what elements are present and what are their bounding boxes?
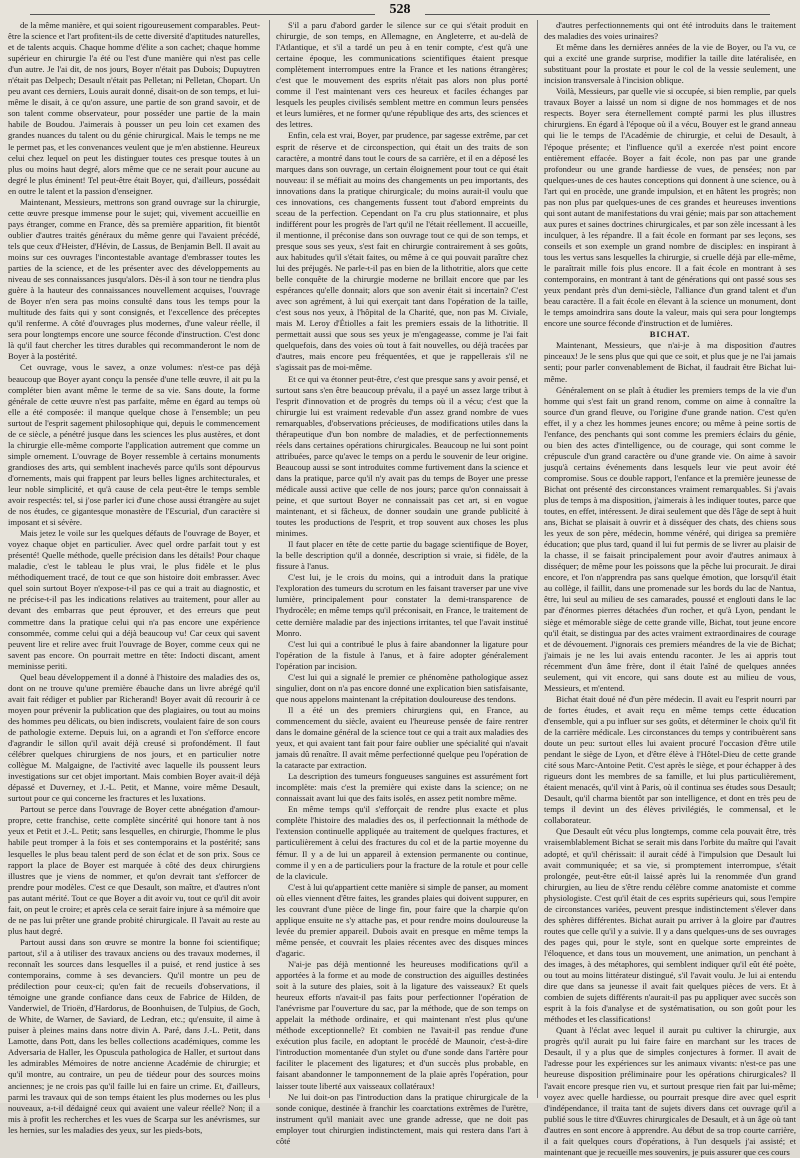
paragraph: Et même dans les dernières années de la vie de Boyer, ou l'a vu, ce qui a excité une grande surprise, modifier la taille dite latéralisée, en substituant pour la prostate et pour le col de la vessie seulement, une incision transversale à l'incision oblique. (544, 42, 796, 86)
column-divider (537, 20, 538, 1098)
paragraph: Cet ouvrage, vous le savez, a onze volumes: n'est-ce pas déjà beaucoup que Boyer ayant conçu la pensée d'une telle œuvre, il ait pu la compléter bien avant même le terme de sa vie. Sans doute, la forme générale de cette œuvre n'est pas parfaite, même en égard au temps où elle a été composée: il manque quelque chose à l'ensemble; un peu surtout de l'esprit sagement philosophique qui, depuis le commencement de ce siècle, a pénétré jusque dans les sciences les plus austères, et dont la chirurgie elle-même comporte l'application autrement que comme un simple ornement. L'ouvrage de Boyer ressemble à certains monuments grandioses des arts, qui semblent inachevés parce qu'ils sont dépourvus d'ornements, mais qui frappent par leurs belles lignes architecturales, et leur noble simplicité, et qu'à cause de cela peut-être le temps semble avoir respectés: tel, si j'ose parler ici d'une chose aussi étrangère au sujet de nos études, ce gigantesque monastère de l'Escurial, d'un caractère si imposant et si sévère. (8, 362, 260, 528)
paragraph: Et ce qui va étonner peut-être, c'est que presque sans y avoir pensé, et surtout sans s'en être beaucoup prévalu, il a payé un assez large tribut à l'esprit d'innovation et de progrès du temps où il a vécu; c'est que la chirurgie lui est vraiment redevable d'un assez grand nombre de vues remarquables, d'observations précieuses, de modifications utiles dans la thérapeutique d'un bon nombre de maladies, et de perfectionnements réels dans certaines opérations chirurgicales. Beaucoup ne lui sont point attribuées, parce qu'avec le temps on a perdu le souvenir de leur origine. Beaucoup aussi se sont introduites comme furtivement dans la science et dans la pratique, parce qu'il n'y avait pas du temps de Boyer une presse médicale aussi active que celle de nos jours; parce qu'on connaissait à peine, et que surtout Boyer ne connaissait pas cet art, si en vogue maintenant, et si fâcheux, de donner soudain une grande publicité à toutes les productions de l'esprit, et trop souvent aux choses les plus minimes. (276, 373, 528, 539)
section-heading-bichat: BICHAT. (649, 329, 691, 340)
paragraph: Maintenant, Messieurs, que n'ai-je à ma disposition d'autres pinceaux! Je le sens plus que qui que ce soit, et plus que je ne l'ai jamais senti; pour parler convenablement de Bichat, il faudrait être Bichat lui-même. (544, 340, 796, 384)
paragraph: La description des tumeurs fongueuses sanguines est assurément fort incomplète: mais c'est la première qui existe dans la science; on ne connaissait avant lui que des faits isolés, en assez petit nombre même. (276, 771, 528, 804)
paragraph: Bichat était doué né d'un père médecin. Il avait eu l'esprit nourri par de fortes études, et avait reçu en même temps cette éducation d'ensemble, qui a pu influer sur ses goûts, et déterminer le choix qu'il fit de la carrière médicale. Les circonstances du temps y contribuèrent sans doute un peu: surtout elles lui avaient procuré l'occasion d'être utile pendant le siège de Lyon, et d'être élève à l'Hôtel-Dieu de cette grande cité sous Marc-Antoine Petit. C'est après le siège, et pour échapper à des rigueurs dont les membres de sa famille, et lui plus particulièrement, étaient menacés, qu'il vint à Paris, où il continua ses études sous Desault; Desault, qu'il charma bientôt par son intelligence, et dont en très peu de temps il devint un des élèves privilégiés, le commensal, et le collaborateur. (544, 693, 796, 826)
paragraph: Généralement on se plaît à étudier les premiers temps de la vie d'un homme qui s'est fait un grand renom, comme on aime à connaître la source d'un grand fleuve, ou l'origine d'une grande nation. C'est qu'en effet, il y a chez les hommes jeunes encore; ou même à peine sortis de l'enfance, des penchants qui sont comme les premiers éclairs du génie, ou bien des actes d'intelligence, ou de courage, qui sont comme le crépuscule d'un grand caractère ou d'une grande vie. On aime à savoir jusqu'à certains événements dans lesquels leur vie peut avoir été compromise. Sous ce double rapport, l'enfance et la première jeunesse de Bichat ont présenté des circonstances vraiment remarquables. Si j'avais plus de temps à ma disposition, j'aimerais à les indiquer toutes, parce que toutes, en effet, intéressent. Je dirai seulement que dès l'âge de sept à huit ans, Bichat se plaisait à ouvrir et à disséquer des chats, des chiens sous les yeux de son père, médecin, homme vénéré, qui dirigea sa première éducation; que plus tard, quand il lui fut permis de se livrer au plaisir de la chasse, il se faisait principalement pour avoir d'autres animaux à disséquer; de même pour les poissons que la pêche lui procurait. Je dirai encore, et l'on n'apprendra pas sans quelque émotion, que lorsqu'il était au collège, il faillit, dans une promenade sur les bords du lac de Nantua, être, lui seul au milieu de ses camarades, poussé et englouti dans le lac par d'énormes pierres détachées d'un rocher, et qu'à Lyon, pendant le siège et mémorable siège de cette grande ville, Bichat, tout jeune encore qu'il était, se distingua par des actes vraiment extraordinaires de courage et de dévouement. J'ignorais ces premiers méandres de la vie de Bichat; j'aimais je ne les lui avais entendu raconter. Je les ai appris tout récemment d'un âme frère, dont il était l'aîné de quelques années seulement, qui vit encore, qui sans doute est au milieu de vous, Messieurs, et m'entend. (544, 384, 796, 693)
paragraph: Partout aussi dans son œuvre se montre la bonne foi scientifique; partout, s'il a à utiliser des travaux anciens ou des travaux modernes, il reconnaît les sources dans lesquelles il a puisé, et rend justice à ses contemporains, comme à ses devanciers. Qu'il montre un peu de prédilection pour ceux-ci; qu'en fait de recueils d'observations, il témoigne une grande confiance dans ceux de Fabrice de Hilden, de Vanderwiel, de Trioën, d'Hardorus, de Boonhuisen, de Tulpius, de Goch, de White, de Warner, de Saviard, de Ledran, etc.; qu'ensuite, il aime à puiser à pleines mains dans notre divin A. Paré, dans J.-L. Petit, dans Lamotte, dans Pott, dans les belles collections académiques, comme les Adversaria de Haller, les Opuscula pathologica de Haller, et surtout dans les admirables Mémoires de notre ancienne Académie de chirurgie; et qu'il montre, au contraire, un peu de tiédeur pour des sources moins anciennes; je ne crois pas qu'il faille lui en faire un crime. Et, d'ailleurs, parmi les travaux qui de son temps étaient les plus modernes ou les plus nouveaux, a-t-il dédaigné ceux qui avaient une valeur réelle? Non; il a mis à profit les recherches et les vues de Scarpa sur les anévrismes, sur les hernies, sur les maladies des yeux, sur les pieds-bots, (8, 936, 260, 1135)
paragraph: Enfin, cela est vrai, Boyer, par prudence, par sagesse extrême, par cet esprit de réserve et de circonspection, qui était un des traits de son caractère, a montré dans tout le cours de sa carrière, et il en a déposé les marques dans son ouvrage, un certain éloignement pour tout ce qui était nouveau: il se méfiait au moins des changements un peu importants, des innovations dans la pratique chirurgicale; du moins aurait-il voulu que ces innovations, ces changements fussent tout d'abord empreints du sceau de la perfection. Cependant on l'a cru plus stationnaire, et plus indifférent pour les progrès de l'art qu'il ne l'était réellement. Il accueille, il mentionne, il préconise dans son ouvrage tout ce qui de son temps, et presque sous ses yeux, s'est fait en chirurgie contrairement à ses goûts, aux habitudes qu'il s'était faites, ou même à ce qui pouvait paraître chez lui des préjugés. Ne parle-t-il pas en bien de la lithotritie, alors que cette belle conquête de la chirurgie moderne ne brillait encore que par les espérances qu'elle donnait; alors que son avenir était si incertain? C'est avec son agrément, à lui qui exerçait tant dans l'opération de la taille, c'est sous nos yeux, à l'hôpital de la Charité, que, non pas M. Civiale, mais M. Leroy d'Étiolles a fait les premiers essais de la lithotritie. Il permettait aussi que sous ses yeux je m'engageasse, comme je l'ai fait quelquefois, dans des voies où tout à fait nouvelles, ou déjà tracées par d'autres, mais encore peu fréquentées, et que je rappellerais s'il ne s'agissait pas de moi-même. (276, 130, 528, 373)
paragraph: C'est lui, je le crois du moins, qui a introduit dans la pratique l'exploration des tumeurs du scrotum en les faisant traverser par une vive lumière, principalement pour constater la demi-transparence de l'hydrocèle; en même temps qu'il préconisait, en France, le traitement de cette dernière maladie par des injections irritantes, tel que l'avait institué Monro. (276, 572, 528, 638)
paragraph: C'est lui qui a contribué le plus à faire abandonner la ligature pour l'opération de la fistule à l'anus, et à faire adopter généralement l'opération par incision. (276, 638, 528, 671)
paragraph: Quant à l'éclat avec lequel il aurait pu cultiver la chirurgie, aux progrès qu'il aurait pu lui faire faire en marchant sur les traces de Desault, il y a plus que de simples conjectures à former. Il avait de l'adresse pour les expériences sur les animaux vivants: n'est-ce pas une heureuse disposition préliminaire pour les opérations chirurgicales? Il l'avait encore presque rien vu, et surtout presque rien fait par lui-même; voyez avec quelle hardiesse, ou pourrait presque dire avec quel esprit d'indépendance, il traita tant de sujets divers dans cet ouvrage qu'il a publié sous le titre d'Œuvres chirurgicales de Desault, et à un âge où tant d'autres en sont encore à apprendre. Au début de sa trop courte carrière, il a fait quelques cours d'opérations, à l'un desquels j'ai assisté; et maintenant que je recueille mes souvenirs, je puis assurer que ces cours (544, 1025, 796, 1157)
paragraph: Il faut placer en tête de cette partie du bagage scientifique de Boyer, la belle description qu'il a donnée, description si vraie, si fidèle, de la fissure à l'anus. (276, 539, 528, 572)
paragraph: d'autres perfectionnements qui ont été introduits dans le traitement des maladies des voies urinaires? (544, 20, 796, 42)
paragraph: Quel beau développement il a donné à l'histoire des maladies des os, dont on ne trouve qu'une première ébauche dans un livre abrégé qu'il avait fait rédiger et publier par Richerand! Boyer avait dû recourir à ce moyen pour prévenir la publication que des plagiaires, ou tout au moins des hommes peu délicats, ou bien indiscrets, voulaient faire de son cours de pathologie externe. Depuis lui, on a agrandi et l'on s'efforce encore d'agrandir le sillon qu'il avait déjà creusé si profondément. Il faut célébrer quelques chirurgiens de nos jours, et en particulier notre collègue M. Malgaigne, de l'activité avec laquelle ils poussent leurs investigations sur cet objet important. Mais combien Boyer avait-il déjà dépassé et Duverney, et J.-L. Petit, et Manne, voire même Desault, surtout pour ce qui concerne les fractures et les luxations. (8, 671, 260, 804)
column-divider (269, 20, 270, 1098)
paragraph: C'est à lui qu'appartient cette manière si simple de panser, au moment où elles viennent d'être faites, les grandes plaies qui doivent suppurer, en les couvrant d'une pièce de linge fin, pour faire que la charpie qu'on applique ensuite ne s'y attache pas, et pour rendre moins douloureuse la levée du premier appareil. Dubois avait en presque en même temps la même pensée, et couvrait les plaies récentes avec des disques minces d'agaric. (276, 881, 528, 958)
paragraph: Partout se perce dans l'ouvrage de Boyer cette abnégation d'amour-propre, cette franchise, cette complète sincérité qui honore tant à nos yeux et Petit et J.-L. Petit; sans lesquelles, en chirurgie, l'homme le plus habile peut tromper à la fois et ses contemporains et la postérité; sans lesquelles le plus beau talent perd de son éclat et de son prix. Sous ce rapport la place de Boyer est marquée à côté des deux chirurgiens illustres que je viens de nommer, et qu'on devrait tant s'efforcer de prendre pour modèles. C'est ce que Desault, son maître, et d'autres n'ont pas autant mérité. Tout ce que Boyer a dit avoir vu, tout ce qu'il dit avoir fait, on peut le croire; et après cela ce serait faire injure à sa mémoire que de ne pas lui prêter une grande probité chirurgicale. Il l'avait au reste au plus haut degré. (8, 804, 260, 936)
paragraph: Que Desault eût vécu plus longtemps, comme cela pouvait être, très vraisemblablement Bichat se serait mis dans l'orbite du maître qui l'avait adopté, et qu'il chérissait: il aurait cédé à l'impulsion que Desault lui avait communiquée; et sa vie, si promptement interrompue, s'était prolongée, peut-être eût-il laissé après lui la renommée d'un grand chirurgien, au lieu de s'être rendu célèbre comme anatomiste et comme physiologiste. C'est qu'il était de ces esprits supérieurs qui, sous l'empire de circonstances variées, peuvent presque indistinctement s'élever dans des sphères différentes. Bichat aurait pu arriver à la gloire par d'autres routes que celle qu'il y a suivie. Il y a dans quelques-uns de ses ouvrages des pages qui, pour le style, sont en quelque sorte empreintes de l'éloquence, et dans tous un mouvement, une animation, un penchant à des images, à des métaphores, qui semblent indiquer qu'il eût été poète, ou tout au moins littérateur distingué, s'il l'avait voulu. Je lui ai entendu dire que dans sa jeunesse il avait fait quelques pièces de vers. Et à combien de sujets différents n'aurait-il pas pu appliquer avec succès son esprit à la fois d'analyse et de systématisation, ou son goût pour les méthodes et les classifications! (544, 826, 796, 1025)
paragraph: Ne lui doit-on pas l'introduction dans la pratique chirurgicale de la sonde conique, destinée à franchir les coarctations extrêmes de l'urètre, instrument qu'il maniait avec une grande adresse, que ne doit pas employer tout chirurgien indistinctement, mais qui restera dans l'art à côté (276, 1091, 528, 1146)
text-column-1 (8, 20, 260, 1135)
text-column-2 (276, 20, 528, 1146)
paragraph: Mais jetez le voile sur les quelques défauts de l'ouvrage de Boyer, et voyez chaque objet en particulier. Avec quel ordre parfait tout y est présenté! Quelle méthode, quelle précision dans les détails! Pour chaque maladie, c'est le tableau le plus vrai, le plus fidèle et le plus méthodiquement tracé, de tout ce que son histoire doit embrasser. Avec quel soin surtout Boyer n'expose-t-il pas ce qui a trait au diagnostic, et ne précise-t-il pas les indications relatives au traitement, pour aller au devant des embarras que peut éprouver, et des erreurs que peut commettre dans la pratique celui qui n'a pas encore une expérience consommée, comme celui qui a déjà beaucoup vu! Car ceux qui savent peuvent lire et relire avec fruit l'ouvrage de Boyer, comme ceux qui ne savent pas encore. On pourrait mettre en tête: Indocti discant, ament meminisse periti. (8, 528, 260, 671)
paragraph: C'est lui qui a signalé le premier ce phénomène pathologique assez singulier, dont on n'a pas encore donné une explication bien satisfaisante, que nous appelons maintenant la crépitation douloureuse des tendons. (276, 671, 528, 704)
header-rule-right (425, 14, 770, 15)
paragraph: S'il a paru d'abord garder le silence sur ce qui s'était produit en chirurgie, de son temps, en Allemagne, en Angleterre, et au-delà de l'Atlantique, et s'il a tardé un peu à en tenir compte, c'est qu'à une certaine époque, les communications scientifiques étaient presque complètement interrompues entre la France et les nations étrangères; c'est que le mouvement des esprits n'était pas alors non plus porté comme il l'est maintenant vers ces heureux et faciles échanges par lesquels les peuples civilisés semblent mettre en commun leurs pensées et leurs lumières, et ne former qu'une république des arts, des sciences et des lettres. (276, 20, 528, 130)
paragraph: N'ai-je pas déjà mentionné les heureuses modifications qu'il a apportées à la forme et au mode de construction des aiguilles destinées soit à la suture des plaies, soit à la ligature des vaisseaux? Et quels heureux efforts n'avait-il pas faits pour perfectionner l'opération de l'anévrisme par l'ouverture du sac, par la méthode, que de son temps on appelait la méthode ordinaire, et qui maintenant n'est plus qu'une méthode exceptionnelle? Et combien ne l'avait-il pas rendue d'une exécution plus facile, en adoptant le procédé de Maunoir, c'est-à-dire l'introduction momentanée d'un stylet ou d'une sonde dans l'artère pour faciliter le placement des ligatures; et d'un succès plus probable, en faisant abandonner le tamponnement de la plaie après l'opération, pour laisser toute liberté aux vaisseaux collatéraux! (276, 958, 528, 1091)
page-number: 528 (389, 2, 411, 17)
paragraph: Il a été un des premiers chirurgiens qui, en France, au commencement du siècle, avaient eu l'heureuse pensée de faire rentrer dans le domaine général de la science tout ce qui a trait aux maladies des yeux, et qui avaient tant fait pour faire oublier une spécialité qui n'avait jamais dû renaître. Il avait même perfectionné quelque peu l'opération de la cataracte par extraction. (276, 704, 528, 771)
text-column-3 (544, 20, 796, 1157)
header-rule-left (30, 14, 375, 15)
paragraph: de la même manière, et qui soient rigoureusement comparables. Peut-être la science et l'art profitent-ils de cette diversité d'aptitudes naturelles, et de talents acquis. Chaque homme d'élite a son cachet; chaque homme supérieur en chirurgie l'a été ou l'est d'une manière qui n'est pas celle d'un autre. Je l'ai dit, de nos jours, Boyer n'était pas Dubois; Dupuytren n'était pas Delpech; Desault n'était pas Pelletan; ni Pelletan, Chopart. Un peu avant ces derniers, Louis aurait donné, disait-on de son temps, et lui-même le disait, à ce qu'on assure, une partie de son grand savoir, et de son talent comme observateur, pour posséder une partie de la main habile de Boudou. J'aimerais à pousser un peu loin cet examen des grandes nuances du talent ou du génie chirurgical. Mais le temps ne me le permet pas, et les convenances veulent que je m'en abstienne. Heureux celui chez lequel on peut les distinguer toutes ces presque toutes à un plus ou moins haut degré, alors même que ce ne serait pour aucune au degré le plus éminent! Tel peut-être était Boyer, qui, d'ailleurs, possédait en outre le talent et la passion d'enseigner. (8, 20, 260, 196)
paragraph: En même temps qu'il s'efforçait de rendre plus exacte et plus complète l'histoire des maladies des os, il perfectionnait la méthode de l'extension continuelle appliquée au traitement de quelques fractures, et particulièrement à celui des fractures du col et de la partie moyenne du fémur. Il y a de lui un appareil à extension permanente ou continue, comme il y en a de particuliers pour la fracture de la rotule et pour celle de la clavicule. (276, 804, 528, 881)
paragraph: Maintenant, Messieurs, mettrons son grand ouvrage sur la chirurgie, cette œuvre presque immense pour le sujet; qui, vivement accueillie en pays étranger, comme en France, dès sa première apparition, fit bientôt oublier d'autres traités généraux du même genre qui l'avaient précédé, tels que ceux d'Heister, d'Hévin, de Lassus, de Benjamin Bell. Il avait au moins sur ces ouvrages l'incontestable avantage d'embrasser toutes les parties de la science, et de les présenter avec des développements au niveau de ses connaissances jusqu'alors. Dès-il à son tour ne tiendra plus guère à la hauteur des connaissances nouvellement acquises, l'ouvrage de Boyer n'en sera pas moins consulté dans tous les temps pour la multitude des faits qui y sont consignés, et l'excellence des préceptes qu'il renferme. A côté d'ouvrages plus modernes, d'une valeur réelle, il sera pour longtemps encore une source féconde d'instruction. C'est donc là qu'il faut chercher les titres durables qui recommanderont le nom de Boyer à la postérité. (8, 196, 260, 362)
paragraph: Voilà, Messieurs, par quelle vie si occupée, si bien remplie, par quels travaux Boyer a laissé un nom si digne de nos hommages et de nos respects. Boyer sera éternellement compté parmi les plus illustres chirurgiens. En égard à l'époque où il a vécu, Bouyer est le grand anneau qui lie le temps de l'Académie de chirurgie, et celui de Desault, à l'époque présente; et l'influence qu'il a exercée n'est point encore entièrement effacée. Boyer a fait école, non pas par une grande profondeur ou une grande hardiesse de vues, de pensées; non par quelques-unes de ces hautes conceptions qui donnent à une science, ou à l'art qui en procède, une grande impulsion, et en hâtent les progrès; non pas non plus par quelques-unes de ces grandes et heureuses inventions qui sont autant de manifestations du vrai génie; mais par son attachement aux pures et saines doctrines chirurgicales, et par son zèle incessant à les inculquer, à les répandre. Il a fait école en formant par ses leçons, ses conseils et son exemple un grand nombre de disciples: en inspirant à tous les vertus sans lesquelles la chirurgie, si cruelle déjà par elle-même, le paraîtrait mille fois plus encore. Il a fait école en montrant à ses contemporains, en montrant à tant de générations qui ont passé sous ses yeux pendant près d'un demi-siècle, l'alliance d'un grand talent et d'un beau caractère. Il a fait école en élevant à la science un monument, dont le temps amoindrira sans doute la valeur, mais qui sera pour longtemps encore une source féconde d'instruction et de lumières. (544, 86, 796, 329)
